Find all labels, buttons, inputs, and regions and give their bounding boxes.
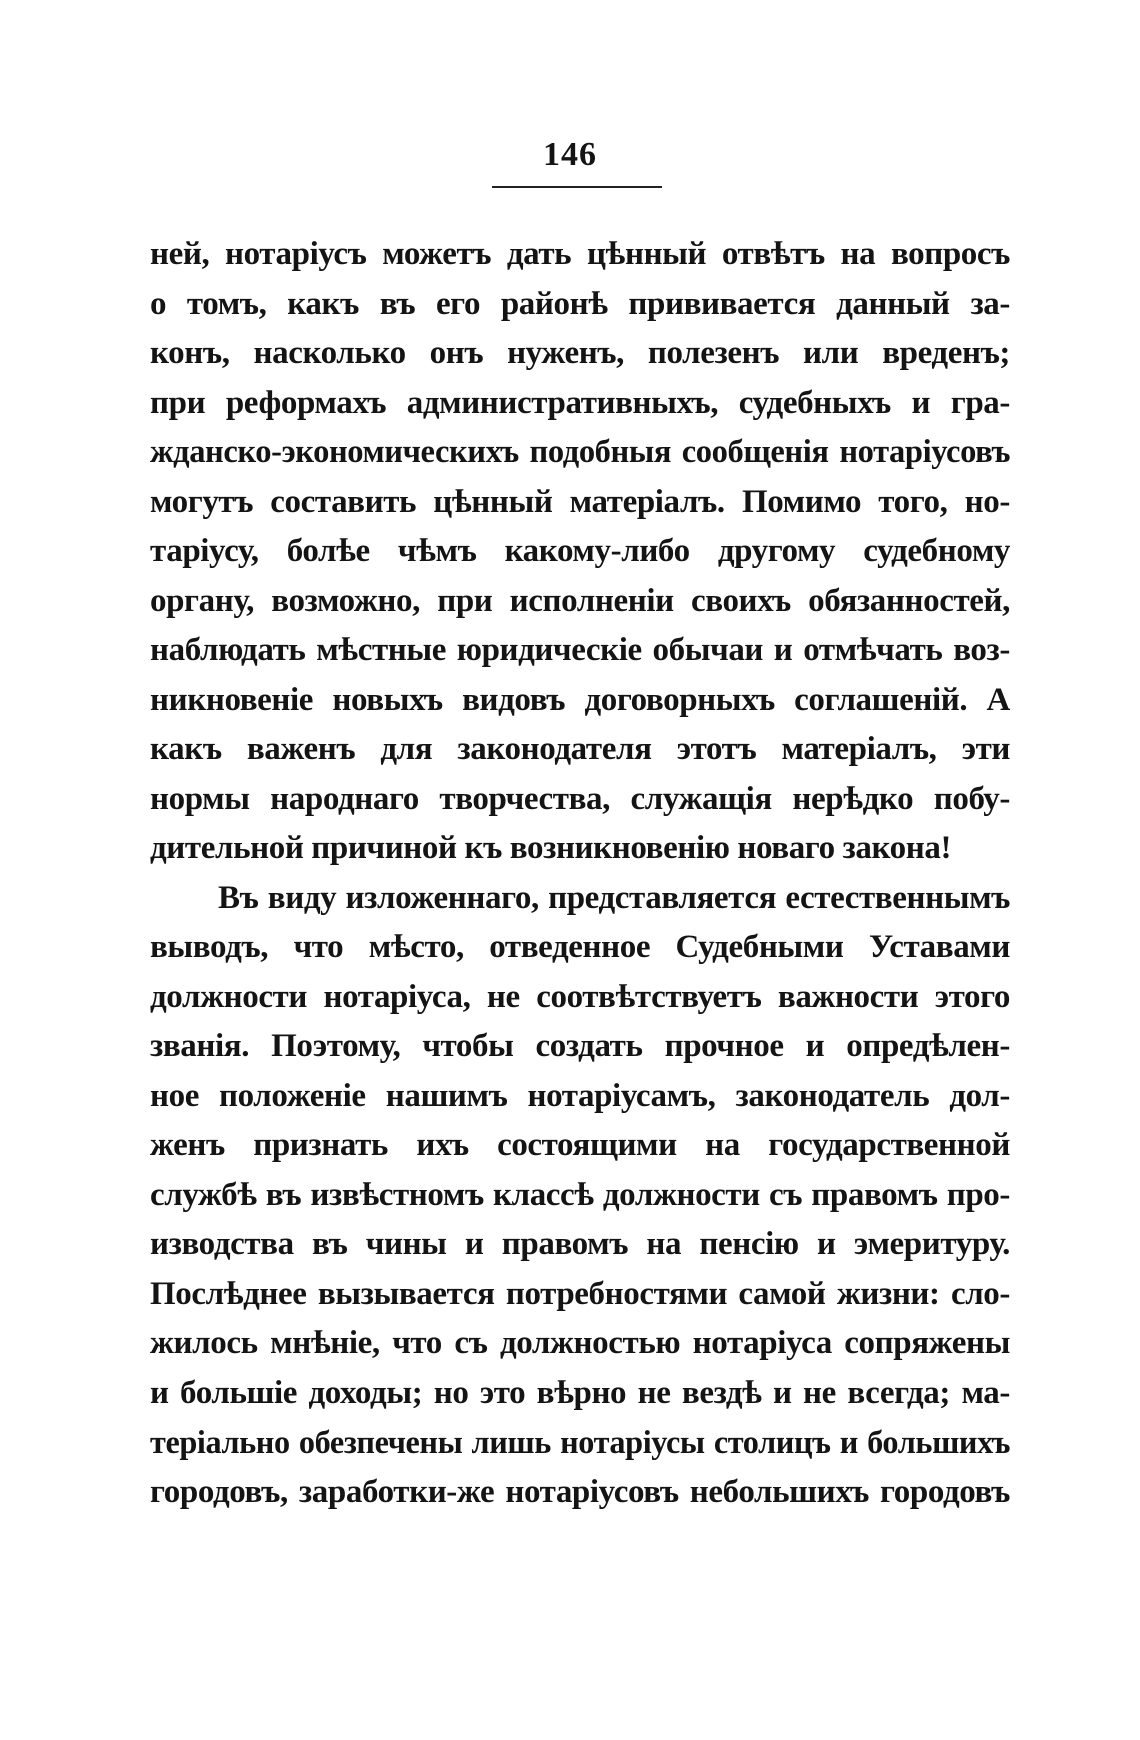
text-line: таріусу, болѣе чѣмъ какому-либо другому судебному: [150, 533, 1010, 569]
text-line: могутъ составить цѣнный матеріалъ. Помимо того, но-: [150, 483, 1010, 520]
text-line: ней, нотаріусъ можетъ дать цѣнный отвѣтъ на вопросъ: [150, 236, 1010, 272]
text-line: нормы народнаго творчества, служащія нерѣдко побу-: [150, 780, 1010, 817]
text-line: никновеніе новыхъ видовъ договорныхъ соглашеній. А: [150, 681, 1010, 718]
text-line: городовъ, заработки-же нотаріусовъ небольшихъ городовъ: [150, 1473, 1010, 1510]
text-line: должности нотаріуса, не соотвѣтствуетъ важности этого: [150, 978, 1010, 1015]
text-line: ное положеніе нашимъ нотаріусамъ, законодатель дол-: [150, 1077, 1010, 1114]
header-rule: [492, 186, 662, 188]
text-line: органу, возможно, при исполненіи своихъ обязанностей,: [150, 582, 1010, 619]
body-text: [150, 230, 1010, 1517]
text-line: Въ виду изложеннаго, представляется естественнымъ: [218, 879, 1010, 916]
text-line: какъ важенъ для законодателя этотъ матеріалъ, эти: [150, 731, 1010, 767]
text-line: службѣ въ извѣстномъ классѣ должности съ правомъ про-: [150, 1176, 1010, 1213]
text-line: при реформахъ административныхъ, судебныхъ и гра-: [150, 384, 1010, 421]
text-line: званія. Поэтому, чтобы создать прочное и опредѣлен-: [150, 1028, 1010, 1064]
text-line: жилось мнѣніе, что съ должностью нотаріуса сопряжены: [150, 1325, 1010, 1361]
text-line: наблюдать мѣстные юридическіе обычаи и отмѣчать воз-: [150, 632, 1010, 668]
text-line: конъ, насколько онъ нуженъ, полезенъ или вреденъ;: [150, 335, 1010, 371]
page-number: 146: [543, 136, 597, 173]
text-line: выводъ, что мѣсто, отведенное Судебными Уставами: [150, 929, 1010, 965]
text-line: теріально обезпечены лишь нотаріусы столицъ и большихъ: [150, 1424, 1010, 1460]
text-line: о томъ, какъ въ его районѣ прививается данный за-: [150, 285, 1010, 322]
text-line: дительной причиной къ возникновенію новаго закона!: [150, 830, 952, 866]
text-line: жданско-экономическихъ подобныя сообщенія нотаріусовъ: [150, 434, 1010, 470]
text-line: и большіе доходы; но это вѣрно не вездѣ и не всегда; ма-: [150, 1374, 1010, 1411]
text-line: женъ признать ихъ состоящими на государственной: [150, 1127, 1010, 1163]
text-line: Послѣднее вызывается потребностями самой жизни: сло-: [150, 1275, 1010, 1312]
text-line: изводства въ чины и правомъ на пенсію и эмеритуру.: [150, 1226, 1010, 1262]
